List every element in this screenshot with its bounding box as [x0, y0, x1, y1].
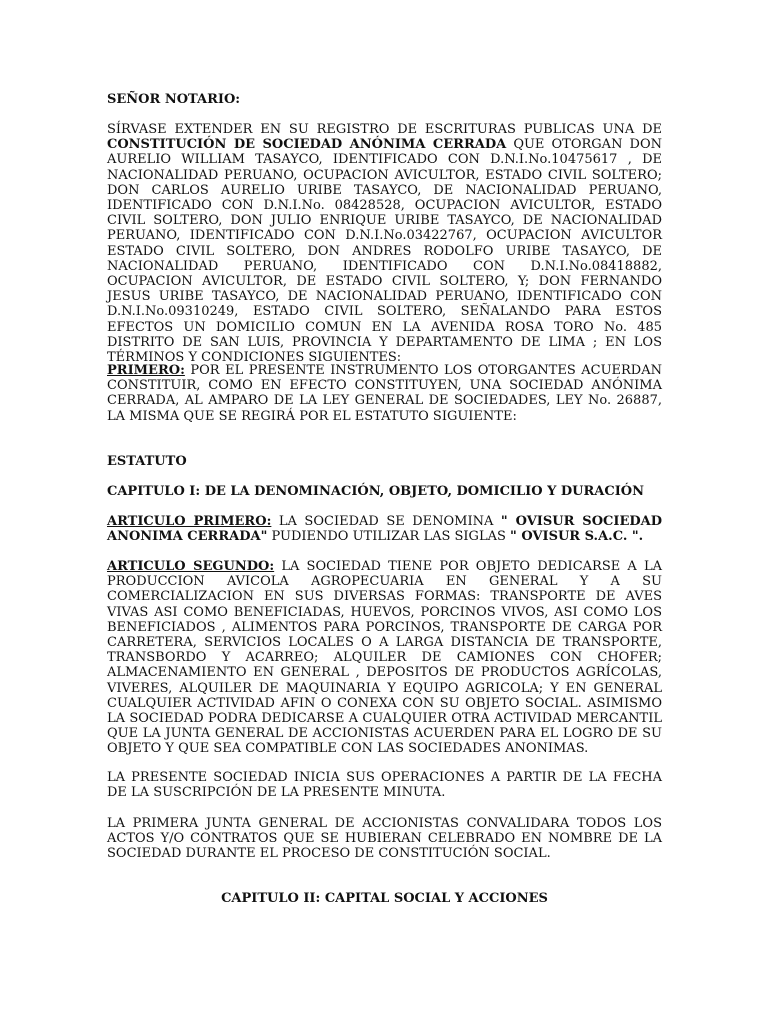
company-siglas: " OVISUR S.A.C. ". — [510, 529, 644, 545]
capitulo-1-heading: CAPITULO I: DE LA DENOMINACIÓN, OBJETO, DOMICILIO Y DURACIÓN — [107, 484, 645, 499]
articulo-segundo-label: ARTICULO SEGUNDO: — [107, 559, 275, 574]
company-name: " OVISUR SOCIEDAD ANONIMA CERRADA" — [107, 514, 662, 545]
intro-paragraph — [107, 122, 662, 365]
articulo-primero-label: ARTICULO PRIMERO: — [107, 514, 272, 529]
estatuto-heading: ESTATUTO — [107, 454, 187, 469]
primera-junta-paragraph: LA PRIMERA JUNTA GENERAL DE ACCIONISTAS CONVALIDARA TODOS LOS ACTOS Y/O CONTRATOS QUE SE HUBIERAN CELEBRADO EN NOMBRE DE LA SOCIEDAD DURANTE EL PROCESO DE CONSTITUCIÓN SOCIAL. — [107, 816, 662, 862]
articulo-primero-text-2: PUDIENDO UTILIZAR LAS SIGLAS — [267, 529, 511, 545]
salutation-heading: SEÑOR NOTARIO: — [107, 92, 241, 107]
articulo-primero-text: LA SOCIEDAD SE DENOMINA — [271, 514, 501, 529]
primero-label: PRIMERO: — [107, 363, 185, 378]
intro-rest-text: QUE OTORGAN DON AURELIO WILLIAM TASAYCO, IDENTIFICADO CON D.N.I.No.10475617 , DE NACIONALIDAD PERUANO, OCUPACION AVICULTOR, ESTADO CIVIL SOLTERO; DON CARLOS AURELIO URIBE TASAYCO, DE NACIONALIDAD PERUANO, IDENTIFICADO CON D.N.I.No. 08428528, OCUPACION AVICULTOR, ESTADO CIVIL SOLTERO, DON JULIO ENRIQUE URIBE TASAYCO, DE NACIONALIDAD PERUANO, IDENTIFICADO CON D.N.I.No.03422767, OCUPACION AVICULTOR ESTADO CIVIL SOLTERO, DON ANDRES RODOLFO URIBE TASAYCO, DE NACIONALIDAD PERUANO, IDENTIFICADO CON D.N.I.No.08418882, OCUPACION AVICULTOR, DE ESTADO CIVIL SOLTERO, Y; DON FERNANDO JESUS URIBE TASAYCO, DE NACIONALIDAD PERUANO, IDENTIFICADO CON D.N.I.No.09310249, ESTADO CIVIL SOLTERO, SEÑALANDO PARA ESTOS EFECTOS UN DOMICILIO COMUN EN LA AVENIDA ROSA TORO No. 485 DISTRITO DE SAN LUIS, PROVINCIA Y DEPARTAMENTO DE LIMA ; EN LOS TÉRMINOS Y CONDICIONES SIGUIENTES: — [107, 137, 662, 366]
articulo-segundo-text: LA SOCIEDAD TIENE POR OBJETO DEDICARSE A LA PRODUCCION AVICOLA AGROPECUARIA EN GENERAL Y A SU COMERCIALIZACION EN SUS DIVERSAS FORMAS: TRANSPORTE DE AVES VIVAS ASI COMO BENEFICIADAS, HUEVOS, PORCINOS VIVOS, ASI COMO LOS BENEFICIADOS , ALIMENTOS PARA PORCINOS, TRANSPORTE DE CARGA POR CARRETERA, SERVICIOS LOCALES O A LARGA DISTANCIA DE TRANSPORTE, TRANSBORDO Y ACARREO; ALQUILER DE CAMIONES CON CHOFER; ALMACENAMIENTO EN GENERAL , DEPOSITOS DE PRODUCTOS AGRÍCOLAS, VIVERES, ALQUILER DE MAQUINARIA Y EQUIPO AGRICOLA; Y EN GENERAL CUALQUIER ACTIVIDAD AFIN O CONEXA CON SU OBJETO SOCIAL. ASIMISMO LA SOCIEDAD PODRA DEDICARSE A CUALQUIER OTRA ACTIVIDAD MERCANTIL QUE LA JUNTA GENERAL DE ACCIONISTAS ACUERDEN PARA EL LOGRO DE SU OBJETO Y QUE SEA COMPATIBLE CON LAS SOCIEDADES ANONIMAS. — [107, 559, 662, 757]
primero-text: POR EL PRESENTE INSTRUMENTO LOS OTORGANTES ACUERDAN CONSTITUIR, COMO EN EFECTO CONSTITUYEN, UNA SOCIEDAD ANÓNIMA CERRADA, AL AMPARO DE LA LEY GENERAL DE SOCIEDADES, LEY No. 26887, LA MISMA QUE SE REGIRÁ POR EL ESTATUTO SIGUIENTE: — [107, 363, 662, 424]
intro-bold-title: CONSTITUCIÓN DE SOCIEDAD ANÓNIMA CERRADA — [107, 137, 507, 153]
intro-lead-text: SÍRVASE EXTENDER EN SU REGISTRO DE ESCRITURAS PUBLICAS UNA DE — [107, 122, 662, 137]
inicio-operaciones-paragraph: LA PRESENTE SOCIEDAD INICIA SUS OPERACIONES A PARTIR DE LA FECHA DE LA SUSCRIPCIÓN DE LA PRESENTE MINUTA. — [107, 770, 662, 801]
primero-paragraph — [107, 363, 662, 424]
articulo-primero-paragraph — [107, 514, 662, 544]
capitulo-2-heading: CAPITULO II: CAPITAL SOCIAL Y ACCIONES — [221, 891, 548, 906]
articulo-segundo-paragraph — [107, 559, 662, 757]
